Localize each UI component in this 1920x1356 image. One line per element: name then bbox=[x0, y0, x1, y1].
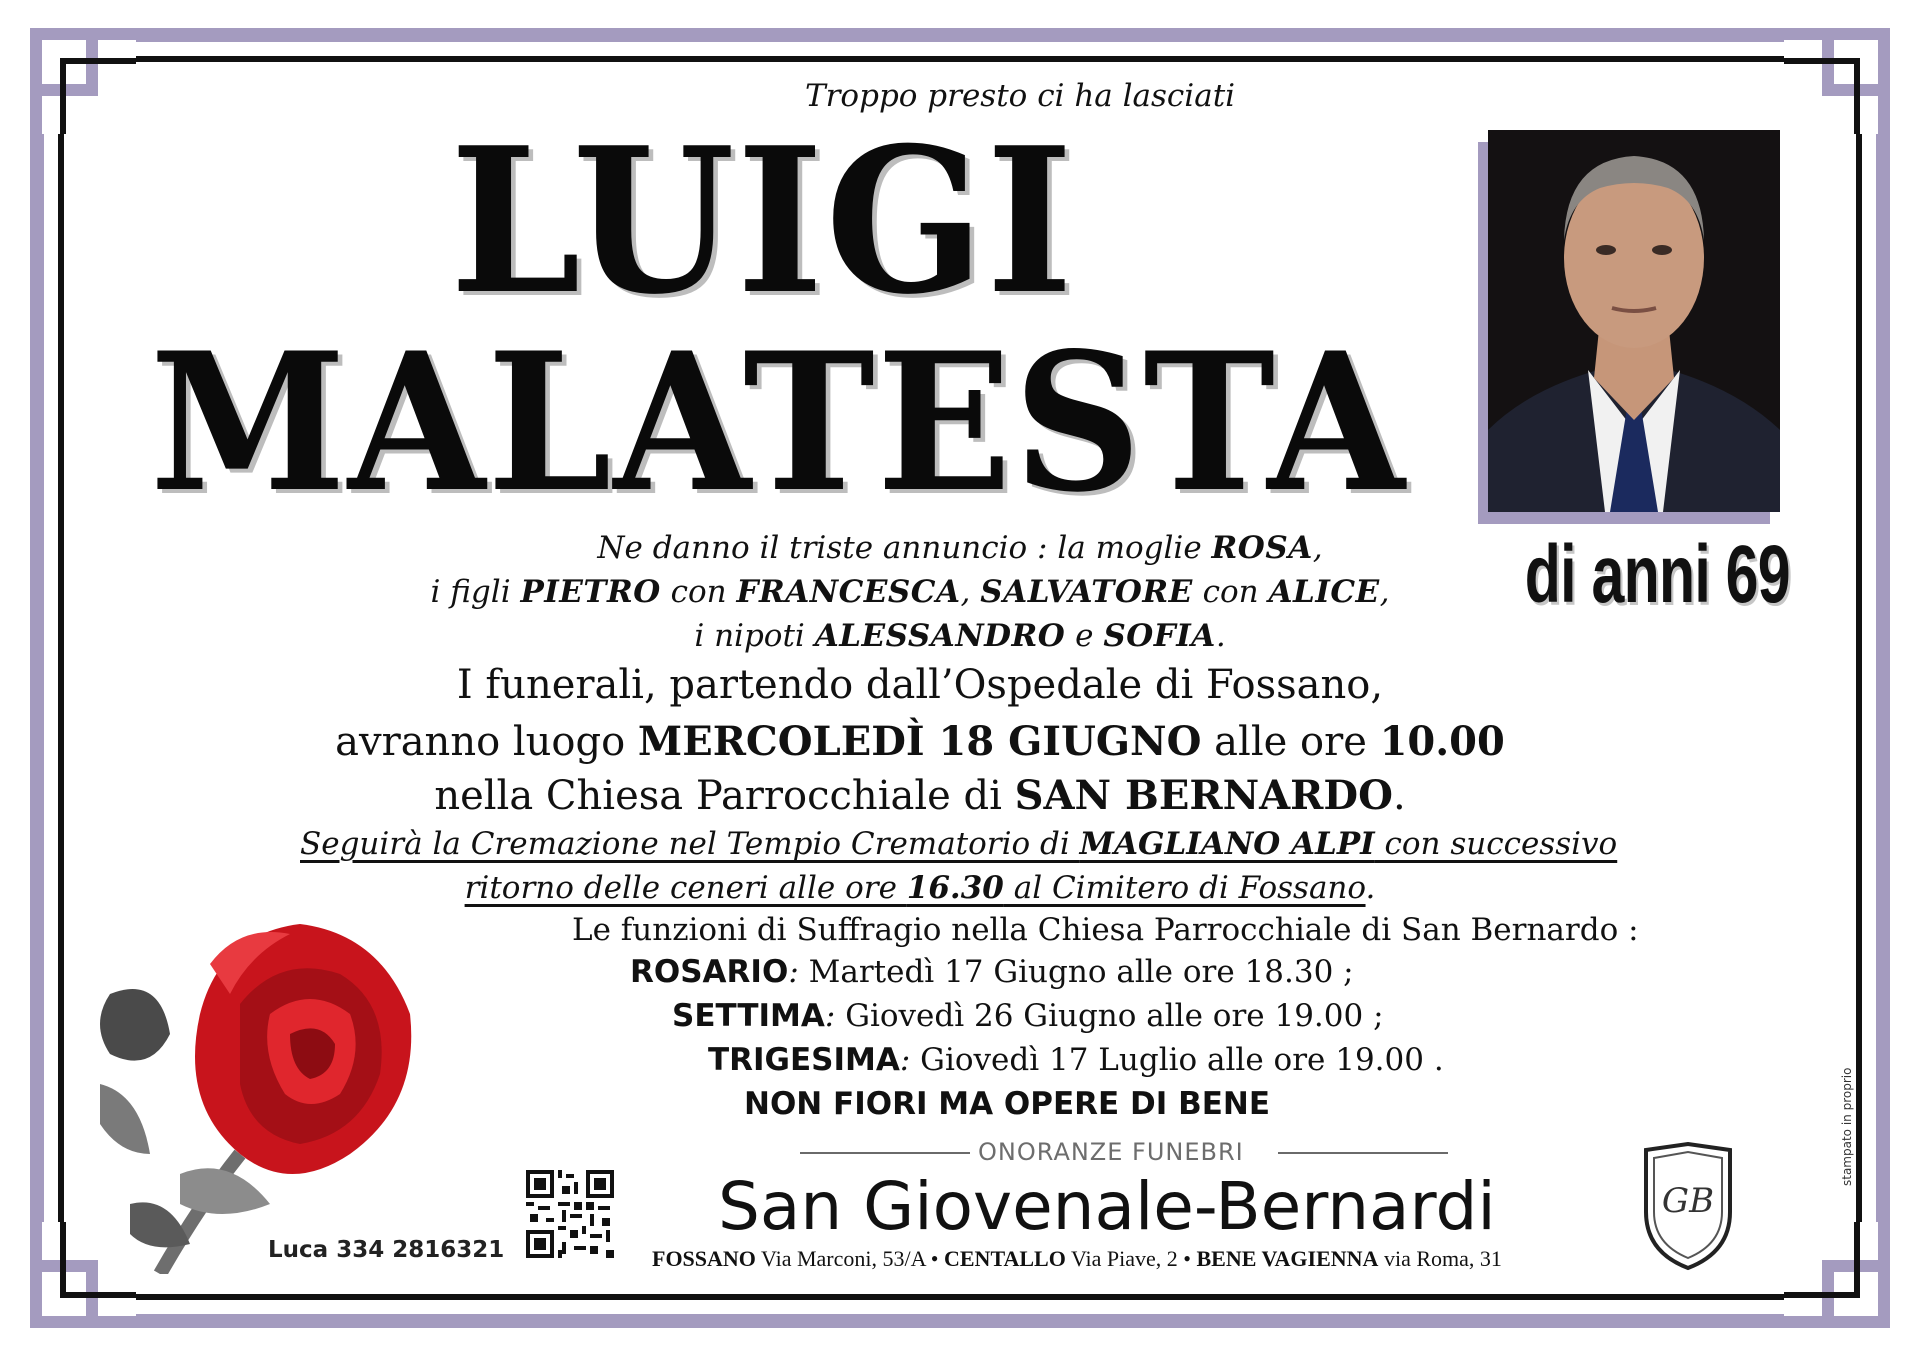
qr-code-icon[interactable] bbox=[526, 1170, 614, 1258]
suffragio-trigesima: TRIGESIMA: Giovedì 17 Luglio alle ore 19.00 . bbox=[708, 1042, 1444, 1078]
announcement-line-1: Ne danno il triste annuncio : la moglie ROSA, bbox=[597, 530, 1323, 566]
funeral-line-3: nella Chiesa Parrocchiale di SAN BERNARDO. bbox=[434, 772, 1406, 819]
suffragio-settima: SETTIMA: Giovedì 26 Giugno alle ore 19.00 ; bbox=[672, 998, 1384, 1034]
funeral-home-addresses: FOSSANO Via Marconi, 53/A • CENTALLO Via Piave, 2 • BENE VAGIENNA via Roma, 31 bbox=[652, 1246, 1502, 1271]
church-name: SAN BERNARDO bbox=[1014, 772, 1393, 819]
frame-corner-top-right bbox=[1784, 16, 1902, 134]
announcement-line-2: i figli PIETRO con FRANCESCA, SALVATORE con ALICE, bbox=[430, 574, 1390, 610]
suffragio-intro: Le funzioni di Suffragio nella Chiesa Parrocchiale di San Bernardo : bbox=[572, 912, 1639, 948]
logo-initials: GB bbox=[1661, 1181, 1715, 1221]
portrait-illustration bbox=[1488, 130, 1780, 512]
first-name: LUIGI bbox=[450, 104, 1075, 339]
funeral-home-name: San Giovenale-Bernardi bbox=[718, 1168, 1496, 1245]
last-name: MALATESTA bbox=[150, 311, 1407, 534]
cremation-line-2: ritorno delle ceneri alle ore 16.30 al Cimitero di Fossano. bbox=[464, 870, 1376, 906]
no-flowers-note: NON FIORI MA OPERE DI BENE bbox=[744, 1086, 1271, 1122]
frame-corner-bottom-right bbox=[1784, 1222, 1902, 1340]
funeral-line-2: avranno luogo MERCOLEDÌ 18 GIUGNO alle ore 10.00 bbox=[335, 718, 1505, 765]
wife-name: ROSA bbox=[1211, 530, 1313, 566]
funeral-time: 10.00 bbox=[1379, 718, 1505, 765]
funeral-date: MERCOLEDÌ 18 GIUGNO bbox=[637, 718, 1202, 765]
divider-left bbox=[800, 1152, 970, 1154]
funeral-home-logo bbox=[1640, 1142, 1736, 1272]
contact-phone: Luca 334 2816321 bbox=[268, 1237, 505, 1263]
suffragio-rosario: ROSARIO: Martedì 17 Giugno alle ore 18.30 ; bbox=[630, 954, 1354, 990]
cremation-line-1: Seguirà la Cremazione nel Tempio Crematorio di MAGLIANO ALPI con successivo bbox=[300, 826, 1618, 862]
announcement-line-3: i nipoti ALESSANDRO e SOFIA. bbox=[694, 618, 1226, 654]
portrait-photo bbox=[1488, 130, 1780, 512]
frame-corner-top-left bbox=[18, 16, 136, 134]
stamp-note: stampato in proprio bbox=[1840, 1067, 1854, 1186]
rose-icon bbox=[90, 904, 430, 1274]
age-label: di anni 69 bbox=[1524, 529, 1790, 620]
funeral-line-1: I funerali, partendo dall’Ospedale di Fossano, bbox=[456, 662, 1384, 708]
divider-right bbox=[1278, 1152, 1448, 1154]
funeral-home-heading: ONORANZE FUNEBRI bbox=[978, 1138, 1244, 1166]
tagline: Troppo presto ci ha lasciati bbox=[804, 78, 1236, 114]
